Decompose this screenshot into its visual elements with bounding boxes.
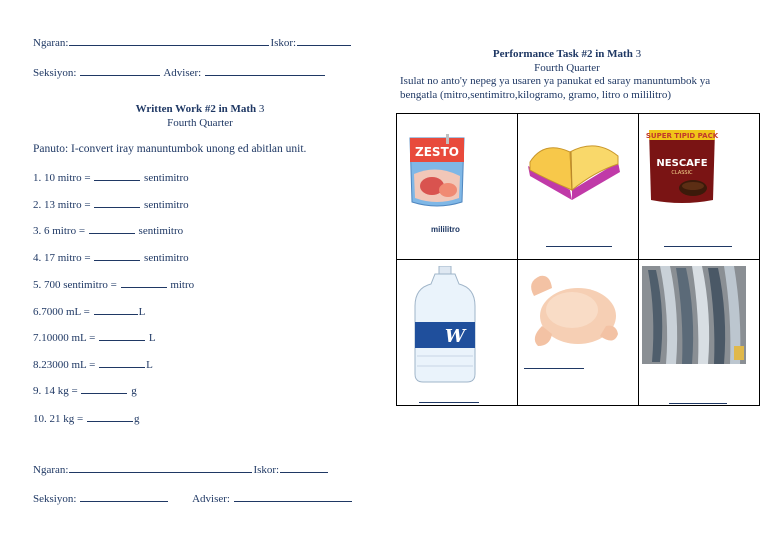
conversion-item bbox=[33, 250, 189, 265]
footer-section-blank[interactable] bbox=[80, 491, 168, 502]
cell-fish-answer-line[interactable] bbox=[669, 403, 727, 404]
footer-name-label: Ngaran: bbox=[33, 464, 69, 476]
written-work-title bbox=[80, 103, 320, 116]
adviser-label: Adviser: bbox=[163, 67, 202, 79]
conversion-item bbox=[33, 304, 145, 319]
conversion-answer-blank[interactable] bbox=[121, 277, 167, 288]
footer-section-row bbox=[33, 491, 353, 506]
score-label: Iskor: bbox=[270, 37, 297, 49]
conversion-item bbox=[33, 197, 189, 212]
cell-water-answer-line[interactable] bbox=[419, 402, 479, 403]
cell-book-answer-line[interactable] bbox=[546, 246, 612, 247]
conversion-item-unit: mitro bbox=[167, 279, 195, 291]
conversion-item-unit: g bbox=[133, 413, 140, 425]
section-blank[interactable] bbox=[80, 65, 160, 76]
section-row bbox=[33, 65, 326, 80]
conversion-item bbox=[33, 383, 137, 398]
conversion-item-question: 5. 700 sentimitro = bbox=[33, 279, 120, 291]
conversion-item-unit: L bbox=[146, 332, 156, 344]
name-label: Ngaran: bbox=[33, 37, 69, 49]
conversion-item-unit: sentimitro bbox=[135, 225, 184, 237]
conversion-item-question: 7.10000 mL = bbox=[33, 332, 99, 344]
performance-task-subtitle: Fourth Quarter bbox=[534, 62, 600, 74]
conversion-item bbox=[33, 170, 189, 185]
conversion-item-unit: sentimitro bbox=[141, 252, 189, 264]
conversion-item-question: 3. 6 mitro = bbox=[33, 225, 88, 237]
juice-brand-text: ZESTO bbox=[415, 145, 459, 159]
name-blank[interactable] bbox=[69, 35, 269, 46]
juice-pouch-image bbox=[402, 134, 472, 212]
footer-score-blank[interactable] bbox=[280, 462, 328, 473]
footer-name-blank[interactable] bbox=[69, 462, 252, 473]
coffee-top-text: SUPER TIPID PACK bbox=[645, 132, 719, 140]
fish-image bbox=[642, 266, 746, 364]
conversion-item-question: 4. 17 mitro = bbox=[33, 252, 94, 264]
performance-instruction-line1: Isulat no anto'y nepeg ya usaren ya panukat ed saray manuntumbok ya bbox=[400, 75, 711, 87]
conversion-answer-blank[interactable] bbox=[87, 411, 133, 422]
instruction: Panuto: I-convert iray manuntumbok unong ed abitlan unit. bbox=[33, 143, 307, 155]
conversion-answer-blank[interactable] bbox=[94, 250, 140, 261]
written-work-title-num: 3 bbox=[256, 103, 265, 115]
conversion-answer-blank[interactable] bbox=[94, 170, 140, 181]
cell-juice-answer: mililitro bbox=[431, 225, 460, 234]
conversion-item-question: 8.23000 mL = bbox=[33, 359, 99, 371]
conversion-answer-blank[interactable] bbox=[99, 357, 145, 368]
footer-adviser-label: Adviser: bbox=[192, 493, 230, 505]
footer-section-label: Seksiyon: bbox=[33, 493, 77, 505]
conversion-item-unit: sentimitro bbox=[141, 172, 189, 184]
footer-adviser-blank[interactable] bbox=[234, 491, 352, 502]
adviser-blank[interactable] bbox=[205, 65, 325, 76]
conversion-item-unit: g bbox=[128, 385, 137, 397]
performance-instruction-line2: bengatla (mitro,sentimitro,kilogramo, gramo, litro o mililitro) bbox=[400, 89, 671, 101]
name-row bbox=[33, 35, 352, 50]
performance-task-title bbox=[447, 48, 687, 61]
conversion-item-unit: L bbox=[146, 359, 153, 371]
conversion-item bbox=[33, 330, 156, 345]
cell-water bbox=[397, 260, 518, 406]
footer-score-label: Iskor: bbox=[253, 464, 280, 476]
water-brand-text: W bbox=[444, 326, 466, 347]
conversion-answer-blank[interactable] bbox=[99, 330, 145, 341]
conversion-item bbox=[33, 277, 194, 292]
conversion-answer-blank[interactable] bbox=[89, 223, 135, 234]
conversion-item bbox=[33, 357, 153, 372]
conversion-item-question: 9. 14 kg = bbox=[33, 385, 81, 397]
conversion-item bbox=[33, 411, 139, 426]
written-work-title-text: Written Work #2 in Math bbox=[135, 103, 257, 115]
section-label: Seksiyon: bbox=[33, 67, 77, 79]
conversion-item-question: 10. 21 kg = bbox=[33, 413, 86, 425]
cell-chicken bbox=[518, 260, 639, 406]
performance-task-title-num: 3 bbox=[632, 48, 642, 60]
score-blank[interactable] bbox=[297, 35, 351, 46]
cell-fish bbox=[639, 260, 760, 406]
conversion-item-question: 6.7000 mL = bbox=[33, 306, 93, 318]
coffee-brand-text: NESCAFE bbox=[656, 158, 708, 169]
cell-juice bbox=[397, 114, 518, 260]
conversion-item-unit: sentimitro bbox=[141, 199, 189, 211]
cell-coffee-answer-line[interactable] bbox=[664, 246, 732, 247]
coffee-sub-text: CLASSIC bbox=[671, 170, 693, 176]
conversion-item-question: 1. 10 mitro = bbox=[33, 172, 94, 184]
conversion-item bbox=[33, 223, 183, 238]
footer-name-row bbox=[33, 462, 329, 477]
conversion-answer-blank[interactable] bbox=[81, 383, 127, 394]
performance-task-title-text: Performance Task #2 in Math bbox=[492, 48, 633, 60]
water-bottle-image bbox=[409, 266, 481, 384]
cell-coffee bbox=[639, 114, 760, 260]
coffee-pack-image bbox=[643, 124, 721, 206]
written-work-subtitle: Fourth Quarter bbox=[167, 117, 233, 129]
conversion-item-unit: L bbox=[138, 306, 146, 318]
conversion-answer-blank[interactable] bbox=[94, 304, 138, 315]
chicken-image bbox=[522, 266, 622, 352]
items-grid bbox=[396, 113, 760, 406]
conversion-answer-blank[interactable] bbox=[94, 197, 140, 208]
cell-book bbox=[518, 114, 639, 260]
cell-chicken-answer-line[interactable] bbox=[524, 368, 584, 369]
book-image bbox=[526, 136, 622, 202]
conversion-item-question: 2. 13 mitro = bbox=[33, 199, 94, 211]
